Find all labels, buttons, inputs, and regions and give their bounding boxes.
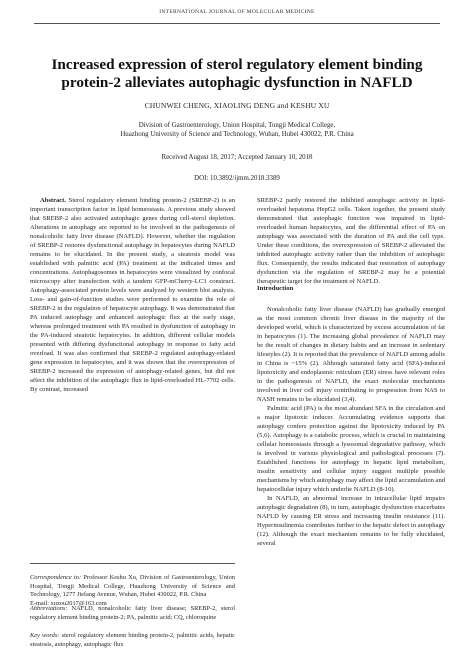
abbreviations-label: Abbreviations:: [30, 605, 68, 612]
correspondence-text: Professor Keshu Xu, Division of Gastroenterology, Union Hospital, Tongji Medical College, Huazhong University of Science and Technology, 1277 Jiefang Avenue, Wuhan, Hubei 430022, P.R. China: [30, 574, 235, 599]
title-line: Increased expression of sterol regulatory element binding: [51, 56, 423, 73]
keywords-text: sterol regulatory element binding protein-2, palmitic acids, hepatic steatosis, autophagy, autophagic flux: [30, 632, 235, 648]
received-accepted-dates: Received August 18, 2017; Accepted January 10, 2018: [161, 154, 313, 161]
abstract-paragraph: [30, 196, 235, 394]
keywords-note: [30, 632, 235, 649]
correspondence-note: [30, 574, 235, 608]
correspondence-label: Correspondence to:: [30, 574, 82, 581]
header-rule: [34, 23, 440, 24]
abstract-continued-text: SREBP-2 partly restored the inhibited autophagic activity in lipid-overloaded hepatoma HepG2 cells. Taken together, the present study demonstrated that autophagic function was impaired in lipid-overloaded human hepatocytes, and the differential effect of PA on autophagy was associated with the duration of PA and the cell type. Under these conditions, the overexpression of SREBP-2 alleviated the inhibited autophagic activity rather than the inhibition of autophagic flux. Consequently, the results indicated that restoration of autophagy dysfunction via the regulation of SREBP-2 may be a potential therapeutic target for the treatment of NAFLD.: [257, 197, 445, 285]
abbreviations-text: NAFLD, nonalcoholic fatty liver disease; SREBP-2, sterol regulatory element binding protein-2; PA, palmitic acid; CQ, chloroquine: [30, 605, 235, 621]
article-title: [20, 56, 454, 92]
intro-paragraph: Nonalcoholic fatty liver disease (NAFLD) has gradually emerged as the most common chronic liver disease in the majority of the developed world, which is characterized by excess accumulation of fat in hepatocytes (1). The increasing global prevalence of NAFLD may be the result of changes in dietary habits and an increase in sedentary lifestyles (2). It is reported that the prevalence of NAFLD among adults in China is ~15% (2). Although saturated fatty acid (SFA)-induced lipotoxicity and endoplasmic reticulum (ER) stress have relevant roles in the pathogenesis of NAFLD, the exact molecular mechanisms involved in liver cell injury contributing to progression from NAS to NASH remains to be elucidated (3,4).: [257, 306, 445, 403]
introduction-body: [257, 305, 445, 548]
affiliation-line: Huazhong University of Science and Technology, Wuhan, Hubei 430022, P.R. China: [120, 131, 354, 139]
abstract-column: [30, 196, 235, 394]
abstract-continued: [257, 196, 445, 286]
footnote-rule: [30, 563, 235, 564]
title-line: protein-2 alleviates autophagic dysfunction in NAFLD: [61, 74, 413, 91]
correspondence-email: E-mail: xuzou2017@163.com: [30, 599, 107, 607]
article-dates: [0, 154, 474, 161]
affiliation-line: Division of Gastroenterology, Union Hospital, Tongji Medical College,: [138, 122, 336, 129]
author-list: CHUNWEI CHENG, XIAOLING DENG and KESHU XU: [144, 101, 330, 110]
abstract-text: Sterol regulatory element binding protein-2 (SREBP-2) is an important transcription factor in lipid homeostasis. A previous study showed that SREBP-2 also activated autophagic genes during cell-sterol depletion. Alterations in autophagy are reported to be involved in the pathogenesis of nonalcoholic fatty liver disease (NAFLD). However, whether the regulation of SREBP-2 restores dysfunctional autophagy in hepatocytes during NAFLD remains to be elucidated. In the present study, a steatosis model was established with palmitic acid (PA) treatment at the indicated times and concentrations. Autophagosomes in hepatocytes were visualized by confocal microscopy after transfection with a tandem GFP-mCherry-LC3 construct. Autophagy-associated protein levels were analyzed by western blot analysis. Loss- and gain-of-function studies were performed to examine the role of SREBP-2 in the regulation of hepatocyte autophagy. It was demonstrated that PA induced autophagy and enhanced autophagic flux at the early stage, whereas prolonged treatment with PA resulted in dysfunction of autophagy in the PA-induced steatotic hepatocytes. In addition, different cellular models presented with differing dysfunctional autophagy in response to fatty acid overload. It was also confirmed that SREBP-2 regulated autophagy-related gene expression in hepatocytes, and it was shown that the overexpression of SREBP-2 increased the expression of autophagy-related genes, but did not affect the inhibition of the autophagic flux in lipid-overloaded HL-7702 cells. By contrast, increased: [30, 197, 235, 393]
affiliation: [0, 121, 474, 140]
introduction-heading: Introduction: [257, 285, 294, 292]
intro-paragraph: Palmitic acid (PA) is the most abundant SFA in the circulation and a major lipotoxic inducer. Accumulating evidence supports that autophagy confers protection against the lipotoxicity induced by PA (5,6). Autophagy is a catabolic process, which is crucial in maintaining cellular homeostasis through a lysosomal degradative pathway, which is involved in various physiological and pathological processes (7). Established functions for autophagy in hepatic lipid metabolism, insulin sensitivity and cellular injury suggest multiple possible mechanisms by which autophagy may affect the lipid accumulation and hepatocellular injury which underlie NAFLD (8-10).: [257, 405, 445, 493]
abbreviations-note: [30, 605, 235, 622]
article-doi: DOI: 10.3892/ijmm.2018.3389: [194, 175, 280, 182]
intro-paragraph: In NAFLD, an abnormal increase in intracellular lipid impairs autophagic degradation (8), in turn, autophagic dysfunction exacerbates NAFLD by causing ER stress and increasing insulin resistance (11). Hyperinsulinemia contributes further to the hepatic defect in autophagy (12). Although the exact mechanism remains to be fully elucidated, several: [257, 495, 445, 547]
journal-header: INTERNATIONAL JOURNAL OF MOLECULAR MEDICINE: [159, 9, 315, 15]
abstract-label: Abstract.: [40, 197, 66, 204]
keywords-label: Key words:: [30, 632, 60, 639]
